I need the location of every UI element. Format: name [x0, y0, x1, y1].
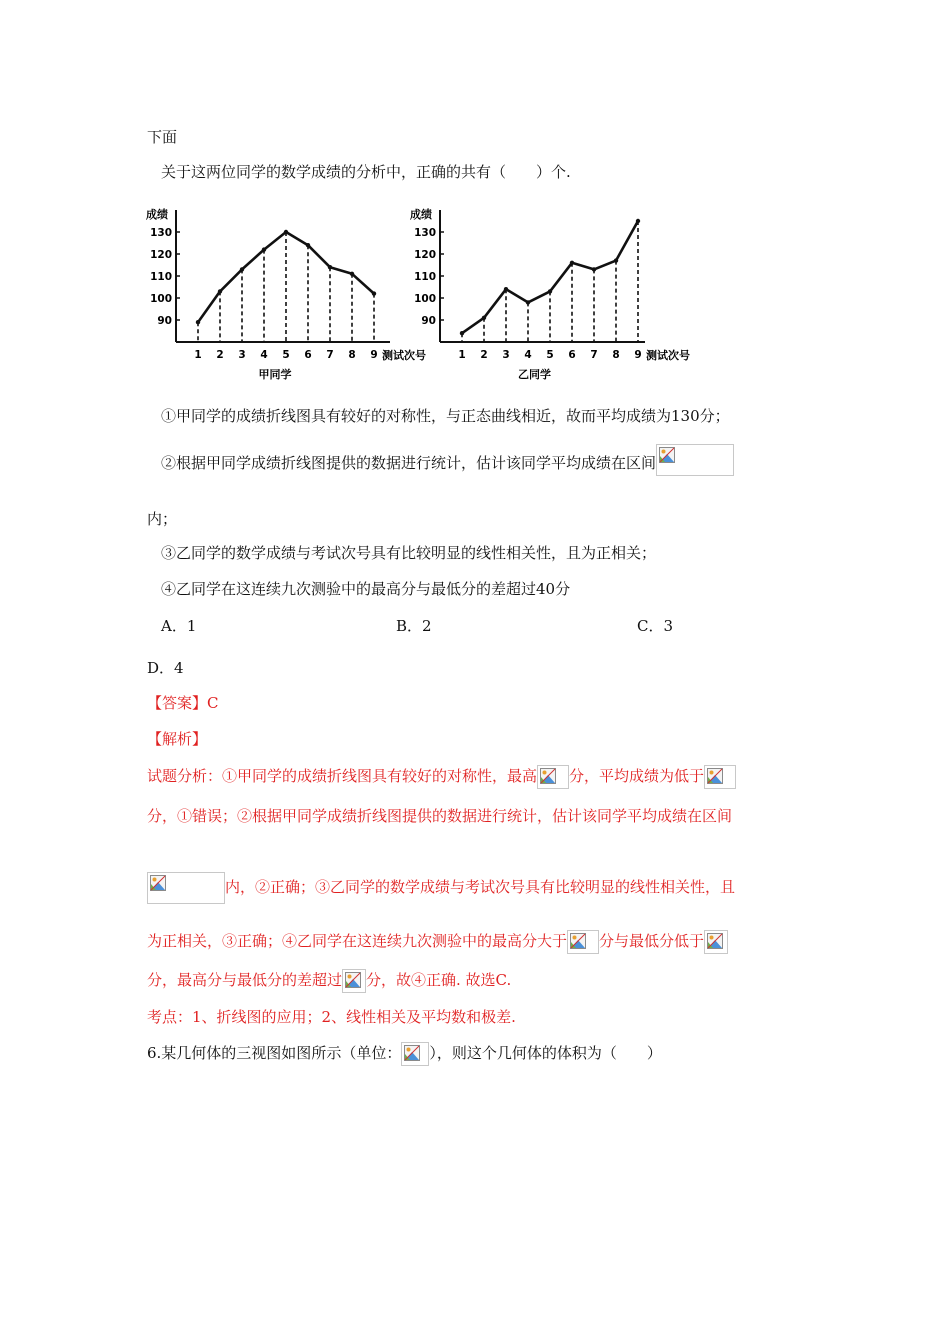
option-b: B．2: [396, 617, 432, 635]
statement-3: ③乙同学的数学成绩与考试次号具有比较明显的线性相关性，且为正相关；: [161, 544, 657, 562]
x-tick-label: 1: [194, 349, 202, 361]
x-tick-label: 6: [304, 349, 312, 361]
x-tick-label: 3: [502, 349, 510, 361]
y-tick-label: 90: [157, 315, 172, 327]
x-tick-label: 4: [260, 349, 268, 361]
y-tick-label: 130: [414, 227, 436, 239]
x-tick-label: 7: [326, 349, 334, 361]
analysis-line-5-text-b: 分，故④正确. 故选C.: [366, 971, 512, 989]
option-c: C．3: [637, 617, 674, 635]
y-tick-label: 120: [150, 249, 172, 261]
y-axis-label: 成绩: [410, 208, 432, 221]
data-point: [548, 289, 552, 293]
chart-title: 甲同学: [258, 368, 292, 380]
x-tick-label: 6: [568, 349, 576, 361]
x-tick-label: 8: [348, 349, 356, 361]
analysis-head: 【解析】: [147, 730, 208, 748]
broken-image-icon: [342, 969, 366, 993]
statement-4: ④乙同学在这连续九次测验中的最高分与最低分的差超过40分: [161, 580, 571, 598]
y-axis-label: 成绩: [146, 208, 168, 221]
y-tick-label: 100: [414, 293, 436, 305]
analysis-line-3-text: 内，②正确；③乙同学的数学成绩与考试次号具有比较明显的线性相关性，且: [225, 878, 736, 896]
chart-jia: [140, 200, 430, 380]
analysis-line-2: 分，①错误；②根据甲同学成绩折线图提供的数据进行统计，估计该同学平均成绩在区间: [147, 807, 733, 825]
data-point: [592, 267, 596, 271]
question-6: [147, 1042, 662, 1066]
analysis-line-6: 考点：1、折线图的应用；2、线性相关及平均数和极差.: [147, 1008, 516, 1026]
data-point: [570, 261, 574, 265]
data-point: [614, 258, 618, 262]
option-d: D．4: [147, 659, 184, 677]
statement-2-tail: 内；: [147, 510, 178, 528]
x-tick-label: 9: [370, 349, 378, 361]
data-point: [372, 291, 376, 295]
broken-image-icon: [704, 765, 736, 789]
y-tick-label: 130: [150, 227, 172, 239]
broken-image-icon: [537, 765, 569, 789]
y-tick-label: 120: [414, 249, 436, 261]
x-axis-label: 测试次号: [382, 349, 426, 362]
x-tick-label: 5: [546, 349, 554, 361]
data-point: [284, 230, 288, 234]
analysis-line-4: [147, 930, 728, 954]
analysis-line-3: [147, 872, 735, 904]
x-tick-label: 2: [216, 349, 224, 361]
broken-image-icon: [656, 444, 734, 476]
statement-2-text: ②根据甲同学成绩折线图提供的数据进行统计，估计该同学平均成绩在区间: [161, 454, 657, 472]
data-point: [350, 272, 354, 276]
x-tick-label: 8: [612, 349, 620, 361]
data-point: [482, 316, 486, 320]
data-point: [262, 247, 266, 251]
analysis-line-1: [147, 765, 736, 789]
x-axis-label: 测试次号: [646, 349, 690, 362]
analysis-line-4-text-a: 为正相关，③正确；④乙同学在这连续九次测验中的最高分大于: [147, 932, 568, 950]
answer: 【答案】C: [147, 694, 219, 712]
data-point: [526, 300, 530, 304]
data-point: [196, 320, 200, 324]
question-6-text-a: 6.某几何体的三视图如图所示（单位：: [147, 1044, 402, 1062]
data-point: [328, 265, 332, 269]
analysis-line-5: [147, 969, 511, 993]
y-tick-label: 100: [150, 293, 172, 305]
analysis-line-1-text-a: 试题分析：①甲同学的成绩折线图具有较好的对称性，最高: [147, 767, 538, 785]
data-point: [240, 267, 244, 271]
question-stem: 关于这两位同学的数学成绩的分析中，正确的共有（ ）个.: [161, 163, 571, 181]
option-a: A．1: [161, 617, 197, 635]
chart-title: 乙同学: [518, 368, 551, 380]
x-tick-label: 9: [634, 349, 642, 361]
analysis-line-1-text-b: 分，平均成绩为低于: [569, 767, 705, 785]
data-point: [504, 287, 508, 291]
broken-image-icon: [147, 872, 225, 904]
analysis-line-4-text-b: 分与最低分低于: [599, 932, 705, 950]
broken-image-icon: [704, 930, 728, 954]
x-tick-label: 3: [238, 349, 246, 361]
analysis-line-5-text-a: 分，最高分与最低分的差超过: [147, 971, 343, 989]
x-tick-label: 5: [282, 349, 290, 361]
x-tick-label: 2: [480, 349, 488, 361]
statement-2: [161, 452, 734, 476]
data-point: [218, 289, 222, 293]
x-tick-label: 7: [590, 349, 598, 361]
intro-text-1: 下面: [147, 128, 178, 146]
y-tick-label: 90: [421, 315, 436, 327]
question-6-text-b: ），则这个几何体的体积为（ ）: [429, 1044, 662, 1062]
data-point: [636, 219, 640, 223]
broken-image-icon: [401, 1042, 429, 1066]
broken-image-icon: [567, 930, 599, 954]
chart-yi: [405, 200, 715, 380]
statement-1: ①甲同学的成绩折线图具有较好的对称性，与正态曲线相近，故而平均成绩为130分；: [161, 407, 730, 425]
data-point: [306, 243, 310, 247]
x-tick-label: 4: [524, 349, 532, 361]
x-tick-label: 1: [458, 349, 466, 361]
data-point: [460, 331, 464, 335]
y-tick-label: 110: [150, 271, 172, 283]
y-tick-label: 110: [414, 271, 436, 283]
